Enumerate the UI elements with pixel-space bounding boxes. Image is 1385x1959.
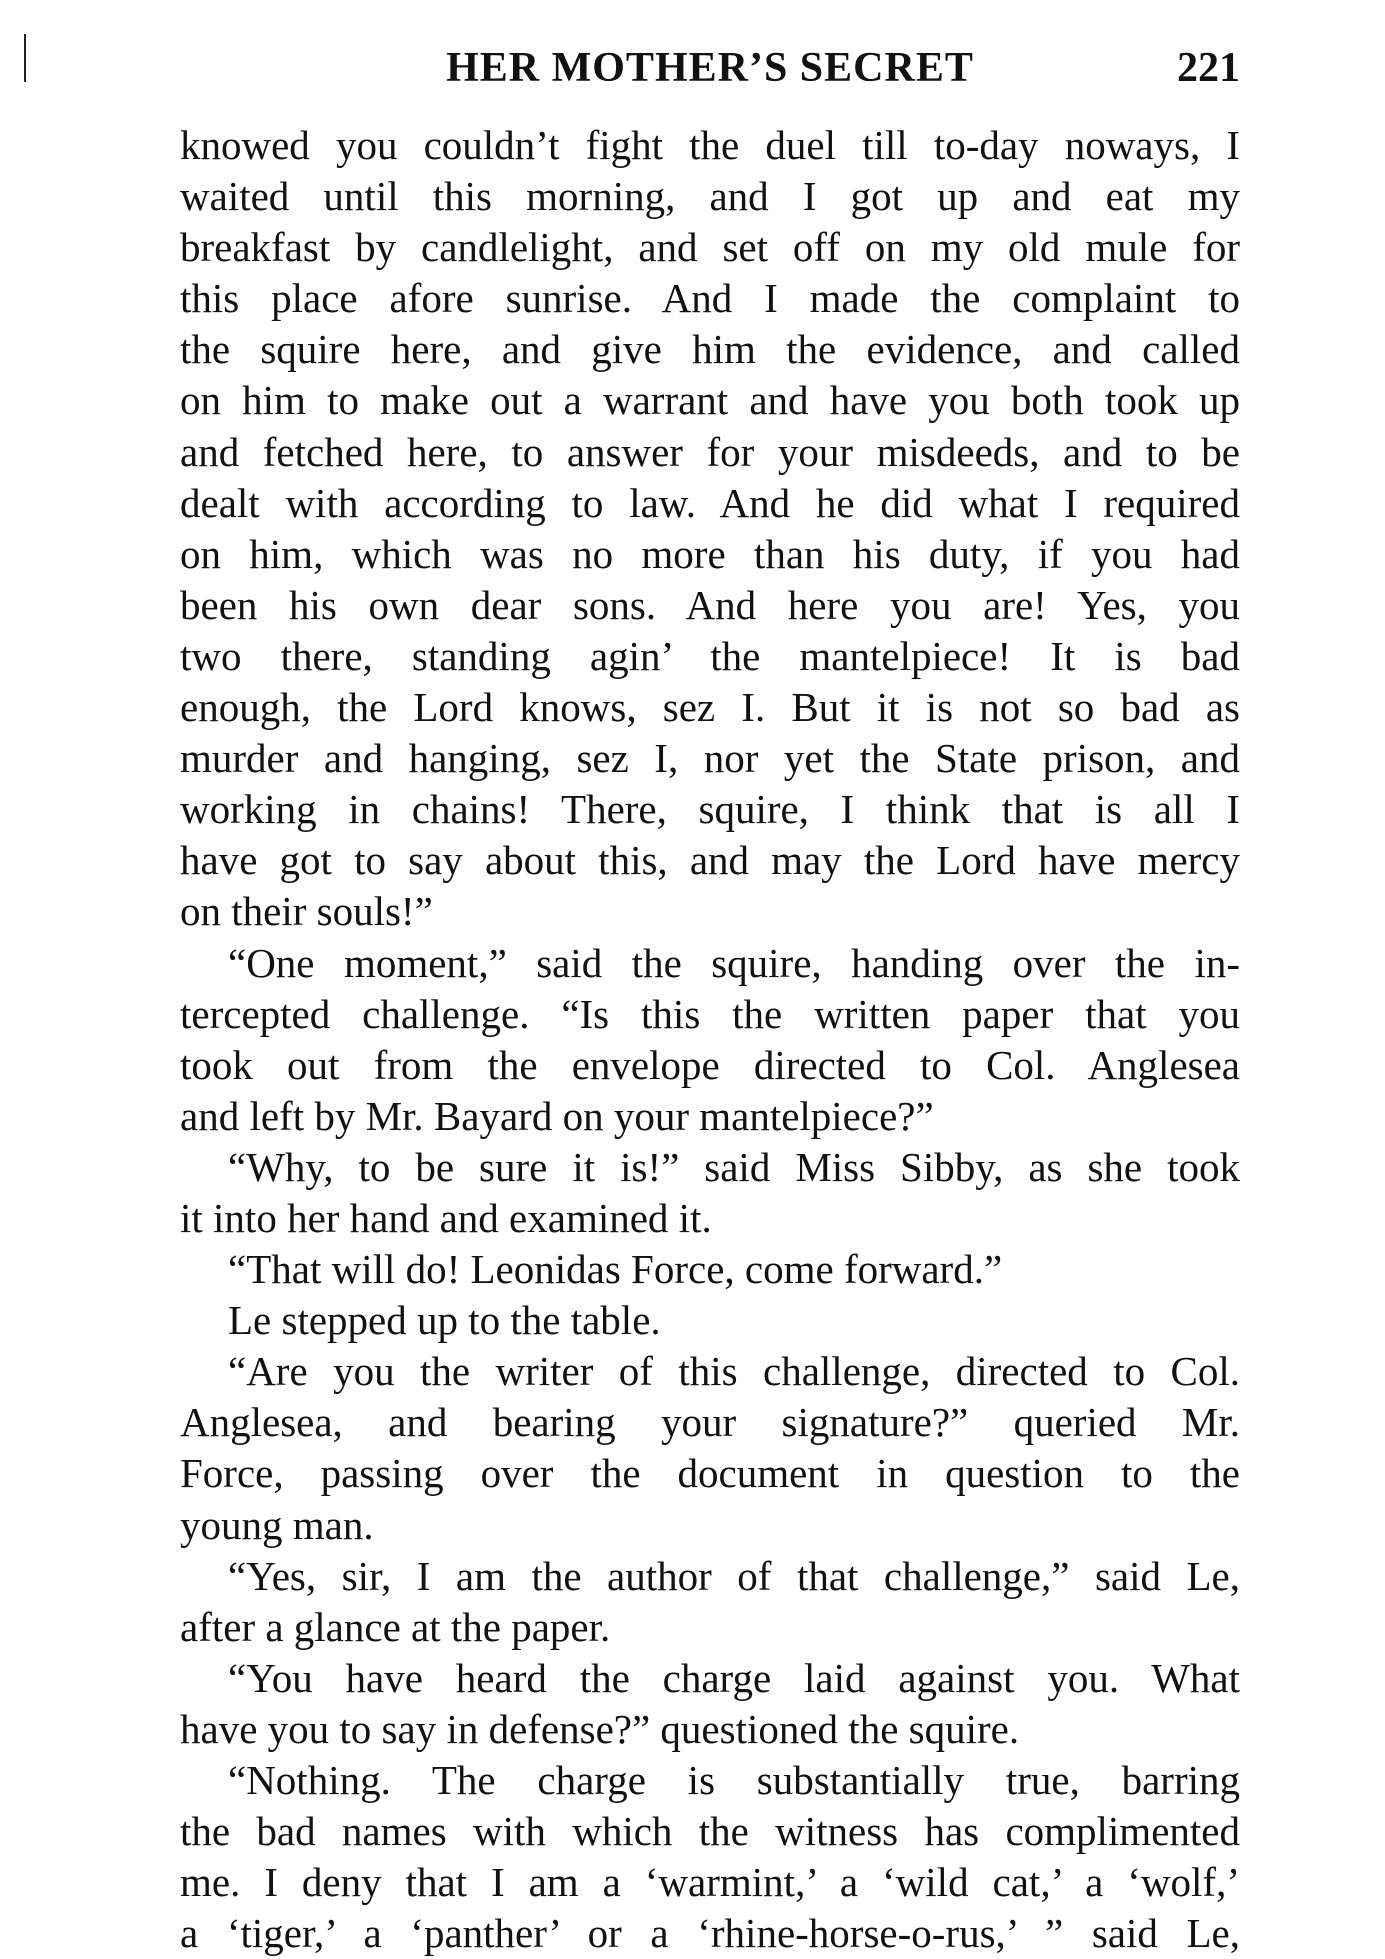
text-line: and left by Mr. Bayard on your mantelpiece?” (180, 1092, 934, 1139)
margin-rule (24, 34, 26, 82)
text-line: dealt with according to law. And he did what I required (180, 479, 1240, 526)
text-line: murder and hanging, sez I, nor yet the State prison, and (180, 735, 1240, 782)
text-line: “Why, to be sure it is!” said Miss Sibby, as she took (228, 1143, 1240, 1190)
text-line: and fetched here, to answer for your misdeeds, and to be (180, 428, 1240, 475)
text-line: knowed you couldn’t fight the duel till to-day noways, I (180, 122, 1240, 168)
text-line: on their souls!” (180, 888, 433, 935)
text-line: after a glance at the paper. (180, 1603, 611, 1650)
text-line: have you to say in defense?” questioned the squire. (180, 1705, 1020, 1752)
text-line: a ‘tiger,’ a ‘panther’ or a ‘rhine-horse-o-rus,’ ” said Le, (180, 1910, 1240, 1957)
text-line: on him to make out a warrant and have you both took up (180, 377, 1240, 424)
body-text (180, 120, 1240, 1959)
text-line: the squire here, and give him the evidence, and called (180, 326, 1240, 373)
text-line: working in chains! There, squire, I think that is all I (180, 786, 1240, 833)
text-line: “You have heard the charge laid against you. What (228, 1654, 1240, 1701)
running-head (180, 38, 1240, 98)
text-line: took out from the envelope directed to Col. Anglesea (180, 1041, 1240, 1088)
text-line: it into her hand and examined it. (180, 1194, 712, 1241)
text-line: enough, the Lord knows, sez I. But it is not so bad as (180, 684, 1240, 731)
page-number: 221 (1177, 45, 1240, 91)
text-line: two there, standing agin’ the mantelpiece! It is bad (180, 632, 1240, 679)
text-line: “That will do! Leonidas Force, come forward.” (228, 1246, 1003, 1293)
text-line: “Are you the writer of this challenge, directed to Col. (228, 1348, 1240, 1395)
text-line: me. I deny that I am a ‘warmint,’ a ‘wild cat,’ a ‘wolf,’ (180, 1859, 1240, 1906)
text-line: “Nothing. The charge is substantially true, barring (228, 1757, 1240, 1803)
text-line: “Yes, sir, I am the author of that challenge,” said Le, (228, 1552, 1240, 1599)
text-line: waited until this morning, and I got up and eat my (180, 173, 1240, 220)
text-line: Le stepped up to the table. (228, 1297, 661, 1344)
text-line: “One moment,” said the squire, handing over the in- (228, 939, 1240, 986)
text-line: breakfast by candlelight, and set off on my old mule for (180, 224, 1240, 271)
text-line: young man. (180, 1501, 374, 1548)
text-line: on him, which was no more than his duty, if you had (180, 530, 1240, 577)
text-line: the bad names with which the witness has complimented (180, 1808, 1240, 1855)
text-line: this place afore sunrise. And I made the complaint to (180, 275, 1240, 322)
text-line: Force, passing over the document in question to the (180, 1450, 1240, 1497)
text-line: been his own dear sons. And here you are! Yes, you (180, 581, 1240, 628)
text-line: tercepted challenge. “Is this the written paper that you (180, 990, 1240, 1037)
text-line: Anglesea, and bearing your signature?” queried Mr. (180, 1399, 1240, 1446)
text-line: have got to say about this, and may the Lord have mercy (180, 837, 1240, 884)
running-title: HER MOTHER’S SECRET (446, 45, 974, 91)
